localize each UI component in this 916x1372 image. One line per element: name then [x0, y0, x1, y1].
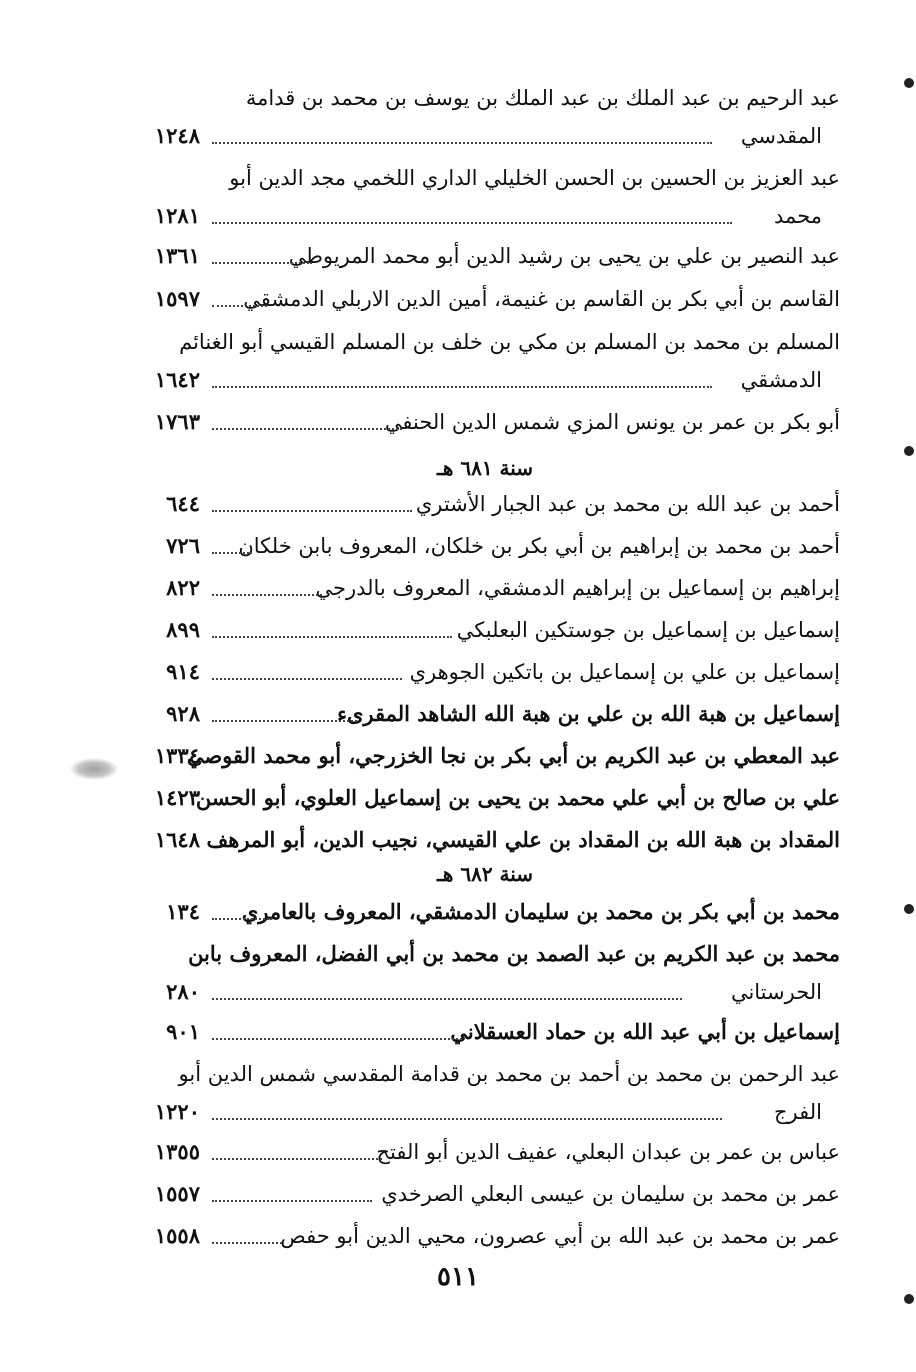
dot-leader — [212, 262, 312, 264]
entry-name: عمر بن محمد بن عبد الله بن أبي عصرون، محيي الدين أبو حفص — [280, 1224, 840, 1248]
index-entry — [130, 530, 840, 570]
dot-leader — [212, 386, 712, 388]
index-entry — [130, 162, 840, 242]
scan-mark — [904, 904, 914, 914]
dot-leader — [212, 142, 712, 144]
index-entry — [130, 82, 840, 162]
entry-name: عباس بن عمر بن عبدان البعلي، عفيف الدين أبو الفتح — [376, 1140, 840, 1164]
page-ref: ١٦٤٢ — [154, 367, 200, 392]
dot-leader — [212, 1118, 722, 1120]
index-entry — [130, 1178, 840, 1218]
entry-name: محمد بن أبي بكر بن محمد بن سليمان الدمشقي، المعروف بالعامري — [241, 899, 840, 924]
index-entry — [130, 740, 840, 780]
index-entry — [130, 614, 840, 654]
page-ref: ٢٨٠ — [166, 979, 200, 1004]
entry-name: عبد الرحيم بن عبد الملك بن عبد الملك بن يوسف بن محمد بن قدامة — [245, 86, 840, 110]
index-entry — [130, 1136, 840, 1176]
index-entry — [130, 240, 840, 280]
entry-name: إسماعيل بن هبة الله بن علي بن هبة الله الشاهد المقرىء — [337, 701, 840, 726]
page-ref: ٩١٤ — [166, 659, 200, 684]
year-heading: سنة ٦٨١ هـ — [436, 456, 534, 480]
page-ref: ١٥٥٧ — [154, 1181, 200, 1206]
dot-leader — [212, 998, 682, 1000]
entry-name-continued: محمد — [774, 204, 822, 228]
index-entry — [130, 572, 840, 612]
page-ref: ١٣٥٥ — [154, 1139, 200, 1164]
page-ref: ١٧٦٣ — [154, 409, 200, 434]
entry-name-continued: المقدسي — [740, 124, 822, 148]
index-entry — [130, 698, 840, 738]
dot-leader — [212, 222, 732, 224]
dot-leader — [212, 510, 412, 512]
entry-name: علي بن صالح بن أبي علي محمد بن يحيى بن إسماعيل العلوي، أبو الحسن — [195, 785, 840, 810]
dot-leader — [212, 1200, 372, 1202]
page-ref: ١٣٤ — [166, 899, 200, 924]
page-ref: ١٢٤٨ — [154, 123, 200, 148]
page-ref: ١٢٨١ — [154, 203, 200, 228]
year-heading: سنة ٦٨٢ هـ — [436, 862, 534, 886]
entry-name: إسماعيل بن علي بن إسماعيل بن باتكين الجوهري — [409, 660, 840, 684]
entry-name-continued: الدمشقي — [740, 368, 822, 392]
page-ref: ١٥٩٧ — [154, 286, 200, 311]
entry-name: أبو بكر بن عمر بن يونس المزي شمس الدين الحنفي — [384, 410, 840, 434]
entry-name: إبراهيم بن إسماعيل بن إبراهيم الدمشقي، المعروف بالدرجي — [315, 576, 840, 600]
dot-leader — [212, 636, 452, 638]
entry-name: المقداد بن هبة الله بن المقداد بن علي القيسي، نجيب الدين، أبو المرهف — [206, 827, 840, 852]
page-ref: ١٤٢٣ — [154, 785, 200, 810]
page-ref: ١٢٢٠ — [154, 1099, 200, 1124]
entry-name: محمد بن عبد الكريم بن عبد الصمد بن محمد بن أبي الفضل، المعروف بابن — [188, 941, 840, 966]
dot-leader — [212, 1242, 282, 1244]
page-ref: ١٥٥٨ — [154, 1223, 200, 1248]
entry-name-continued: الفرج — [774, 1100, 822, 1124]
entry-name: المسلم بن محمد بن المسلم بن مكي بن خلف بن المسلم القيسي أبو الغنائم — [179, 330, 840, 354]
index-entry — [130, 283, 840, 323]
page-number: ٥١١ — [437, 1262, 479, 1292]
dot-leader — [212, 552, 252, 554]
entry-name: إسماعيل بن أبي عبد الله بن حماد العسقلاني — [450, 1019, 840, 1044]
dot-leader — [212, 720, 357, 722]
dot-leader — [212, 594, 322, 596]
entry-name: عبد النصير بن علي بن يحيى بن رشيد الدين أبو محمد المريوطي — [288, 244, 840, 268]
index-entry — [130, 1016, 840, 1056]
dot-leader — [212, 918, 272, 920]
page-ref: ٨٢٢ — [166, 575, 200, 600]
page-ref: ٩٠١ — [166, 1019, 200, 1044]
entry-name: عمر بن محمد بن سليمان بن عيسى البعلي الصرخدي — [381, 1182, 840, 1206]
entry-name: أحمد بن عبد الله بن محمد بن عبد الجبار الأشتري — [415, 492, 840, 516]
index-entry — [130, 1058, 840, 1138]
dot-leader — [212, 305, 267, 307]
scan-mark — [904, 78, 914, 88]
dot-leader — [212, 1158, 382, 1160]
entry-name: القاسم بن أبي بكر بن القاسم بن غنيمة، أمين الدين الاربلي الدمشقي — [243, 287, 840, 311]
entry-name-continued: الحرستاني — [730, 980, 822, 1004]
page-ref: ٩٢٨ — [166, 701, 200, 726]
dot-leader — [212, 1038, 462, 1040]
entry-name: عبد العزيز بن الحسين بن الحسن الخليلي الداري اللخمي مجد الدين أبو — [229, 166, 840, 190]
entry-name: عبد المعطي بن عبد الكريم بن أبي بكر بن نجا الخزرجي، أبو محمد القوصي — [186, 743, 840, 768]
index-entry — [130, 896, 840, 936]
index-entry — [130, 326, 840, 406]
dot-leader — [212, 678, 402, 680]
dot-leader — [212, 428, 402, 430]
index-entry — [130, 656, 840, 696]
page-ref: ١٦٤٨ — [154, 827, 200, 852]
index-entry — [130, 1220, 840, 1260]
page-ref: ٨٩٩ — [166, 617, 200, 642]
entry-name: عبد الرحمن بن محمد بن أحمد بن محمد بن قدامة المقدسي شمس الدين أبو — [178, 1062, 840, 1086]
ink-smudge — [70, 758, 118, 780]
page-ref: ٧٢٦ — [166, 533, 200, 558]
index-page — [130, 70, 840, 1350]
index-entry — [130, 488, 840, 528]
index-entry — [130, 406, 840, 446]
entry-name: أحمد بن محمد بن إبراهيم بن أبي بكر بن خلكان، المعروف بابن خلكان — [238, 534, 840, 558]
index-entry — [130, 938, 840, 1018]
index-entry — [130, 782, 840, 822]
scan-mark — [904, 1294, 914, 1304]
scan-mark — [904, 446, 914, 456]
page-ref: ٦٤٤ — [166, 491, 200, 516]
page-ref: ١٣٦١ — [154, 243, 200, 268]
page-ref: ١٣٣٤ — [154, 743, 200, 768]
entry-name: إسماعيل بن إسماعيل بن جوستكين البعلبكي — [456, 618, 840, 642]
